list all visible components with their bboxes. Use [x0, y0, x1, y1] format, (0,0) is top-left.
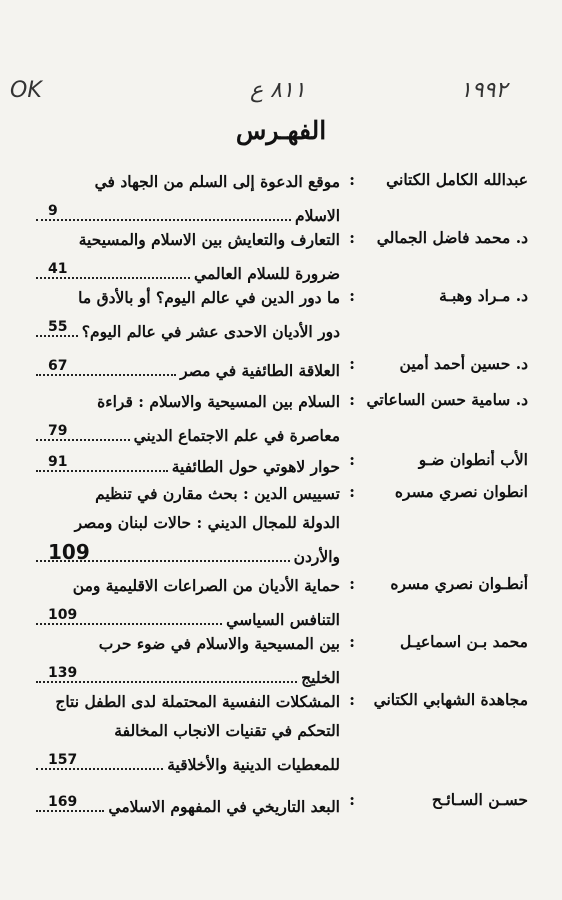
toc-page-number: 9 [48, 203, 58, 219]
toc-colon: : [349, 482, 355, 501]
toc-author: د. محمد فاضل الجمالي [376, 228, 528, 247]
toc-colon: : [349, 632, 355, 651]
handwritten-note-year: ١٩٩٢ [460, 78, 508, 103]
toc-title-text: الخليج [301, 668, 340, 687]
toc-title-text: للمعطيات الدينية والأخلاقية [167, 755, 340, 774]
toc-title-line: تسييس الدين : بحث مقارن في تنظيم [95, 484, 340, 503]
toc-title-line [28, 257, 340, 286]
toc-page-number: 91 [48, 454, 68, 470]
toc-title [28, 354, 340, 383]
toc-page-number: 55 [48, 319, 68, 335]
toc-title [28, 450, 340, 479]
toc-author: د. سامية حسن الساعاتي [366, 390, 528, 409]
toc-entry [28, 482, 528, 569]
toc-title-text: دور الأديان الاحدى عشر في عالم اليوم؟ [81, 322, 340, 341]
dot-leader [36, 439, 130, 441]
toc-author: عبدالله الكامل الكتاني [386, 170, 528, 189]
toc-title [28, 286, 340, 344]
toc-colon: : [349, 574, 355, 593]
dot-leader [36, 810, 104, 812]
toc-entry [28, 632, 528, 690]
toc-title-line: التحكم في تقنيات الانجاب المخالفة [114, 721, 340, 740]
toc-entry [28, 354, 528, 383]
toc-title [28, 390, 340, 448]
toc-title-line [28, 450, 340, 479]
toc-entry [28, 390, 528, 448]
dot-leader [36, 470, 168, 472]
toc-colon: : [349, 354, 355, 373]
toc-title-line [28, 354, 340, 383]
toc-title-text: والأردن [293, 547, 340, 566]
toc-page-number: 157 [48, 752, 78, 768]
toc-colon: : [349, 690, 355, 709]
dot-leader [36, 623, 222, 625]
toc-title-line: حماية الأديان من الصراعات الاقليمية ومن [72, 576, 340, 595]
toc-author: د. مـراد وهبـة [439, 286, 528, 305]
toc-page-number: 41 [48, 261, 68, 277]
toc-title [28, 632, 340, 690]
toc-title-line: الدولة للمجال الديني : حالات لبنان ومصر [74, 513, 340, 532]
toc-colon: : [349, 390, 355, 409]
dot-leader [36, 277, 190, 279]
toc-colon: : [349, 170, 355, 189]
toc-colon: : [349, 790, 355, 809]
toc-title-line: ما دور الدين في عالم اليوم؟ أو بالأدق ما [78, 288, 340, 307]
toc-title [28, 574, 340, 632]
toc-title-line [28, 315, 340, 344]
toc-title-text: البعد التاريخي في المفهوم الاسلامي [108, 797, 340, 816]
dot-leader [36, 374, 176, 376]
toc-page-number: 139 [48, 665, 78, 681]
toc-title-text: ضرورة للسلام العالمي [194, 264, 340, 283]
toc-author: الأب أنطوان ضـو [418, 450, 528, 469]
dot-leader [36, 768, 163, 770]
toc-title [28, 170, 340, 228]
toc-page-number: 169 [48, 794, 78, 810]
toc-author: مجاهدة الشهابي الكتاني [373, 690, 528, 709]
toc-author: انطوان نصري مسره [394, 482, 528, 501]
toc-title-text: معاصرة في علم الاجتماع الديني [133, 426, 340, 445]
toc-colon: : [349, 450, 355, 469]
toc-page-number: 109 [48, 607, 78, 623]
toc-title-line: السلام بين المسيحية والاسلام : قراءة [97, 392, 340, 411]
toc-entry [28, 790, 528, 819]
toc-title-line: التعارف والتعايش بين الاسلام والمسيحية [78, 230, 340, 249]
toc-colon: : [349, 228, 355, 247]
handwritten-note-shelfmark: ٨١١ ع [250, 78, 306, 103]
dot-leader [36, 335, 78, 337]
toc-title-line: المشكلات النفسية المحتملة لدى الطفل نتاج [55, 692, 340, 711]
toc-entry [28, 286, 528, 344]
dot-leader [36, 681, 297, 683]
toc-entry [28, 450, 528, 479]
toc-title-text: العلاقة الطائفية في مصر [180, 361, 340, 380]
toc-entry [28, 228, 528, 286]
toc-title-text: حوار لاهوتي حول الطائفية [171, 457, 340, 476]
toc-colon: : [349, 286, 355, 305]
toc-page-number: 109 [48, 540, 90, 564]
toc-author: د. حسين أحمد أمين [399, 354, 528, 373]
toc-entry [28, 690, 528, 777]
toc-page-number: 67 [48, 358, 68, 374]
toc-title-line [28, 419, 340, 448]
toc-author: حسـن السـائـح [431, 790, 528, 809]
handwritten-note-ok: OK [10, 78, 42, 103]
toc-title-text: الاسلام [295, 206, 340, 225]
toc-title-line [28, 199, 340, 228]
toc-entry [28, 574, 528, 632]
toc-title-line: موقع الدعوة إلى السلم من الجهاد في [94, 172, 340, 191]
toc-author: أنطـوان نصري مسره [390, 574, 528, 593]
toc-entry [28, 170, 528, 228]
page-title: الفهـرس [235, 116, 327, 145]
toc-title [28, 228, 340, 286]
dot-leader [36, 219, 291, 221]
toc-page-number: 79 [48, 423, 68, 439]
toc-title-text: التنافس السياسي [226, 610, 340, 629]
toc-author: محمد بـن اسماعيـل [399, 632, 528, 651]
toc-title-line: بين المسيحية والاسلام في ضوء حرب [98, 634, 340, 653]
